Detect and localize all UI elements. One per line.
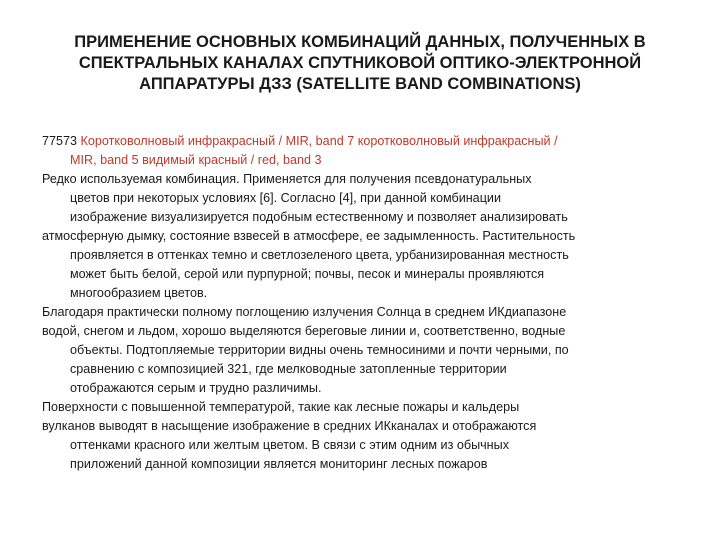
- text-line: отображаются серым и трудно различимы.: [70, 381, 322, 395]
- paragraph-2: [42, 227, 687, 303]
- text-line: Поверхности с повышенной температурой, такие как лесные пожары и кальдеры: [42, 400, 520, 414]
- text-line: цветов при некоторых условиях [6]. Согласно [4], при данной комбинации: [70, 191, 501, 205]
- title-line-1: ПРИМЕНЕНИЕ ОСНОВНЫХ КОМБИНАЦИЙ ДАННЫХ, ПОЛУЧЕННЫХ В: [74, 33, 646, 51]
- paragraph-4: [42, 322, 687, 398]
- slide-body: [42, 132, 687, 474]
- text-line: оттенками красного или желтым цветом. В связи с этим одним из обычных: [70, 438, 509, 452]
- text-line: может быть белой, серой или пурпурной; почвы, песок и минералы проявляются: [70, 267, 545, 281]
- text-line: атмосферную дымку, состояние взвесей в атмосфере, ее задымленность. Растительность: [42, 229, 576, 243]
- text-line: Редко используемая комбинация. Применяется для получения псевдонатуральных: [42, 172, 532, 186]
- paragraph-1: [42, 170, 687, 227]
- title-line-3: АППАРАТУРЫ ДЗЗ (SATELLITE BAND COMBINATIONS): [139, 75, 581, 93]
- text-line: приложений данной композиции является мониторинг лесных пожаров: [70, 457, 488, 471]
- text-line: проявляется в оттенках темно и светлозеленого цвета, урбанизированная местность: [70, 248, 569, 262]
- combination-heading: [42, 132, 687, 170]
- slide-title: [40, 32, 680, 95]
- text-line: водой, снегом и льдом, хорошо выделяются береговые линии и, соответственно, водные: [42, 324, 566, 338]
- paragraph-6: [42, 417, 687, 474]
- combination-line-1: [42, 132, 687, 151]
- text-line: сравнению с композицией 321, где мелководные затопленные территории: [70, 362, 507, 376]
- text-line: вулканов выводят в насыщение изображение в средних ИКканалах и отображаются: [42, 419, 537, 433]
- text-line: Благодаря практически полному поглощению излучения Солнца в среднем ИКдиапазоне: [42, 305, 567, 319]
- text-line: объекты. Подтопляемые территории видны очень темносиними и почти черными, по: [70, 343, 569, 357]
- text-line: изображение визуализируется подобным естественному и позволяет анализировать: [70, 210, 568, 224]
- text-line: многообразием цветов.: [70, 286, 208, 300]
- title-line-2: СПЕКТРАЛЬНЫХ КАНАЛАХ СПУТНИКОВОЙ ОПТИКО-ЭЛЕКТРОННОЙ: [78, 54, 642, 72]
- combination-bands-line-2: MIR, band 5 видимый красный / red, band 3: [70, 153, 322, 167]
- combination-code: 77573: [42, 134, 78, 148]
- combination-bands-line-1: Коротковолновый инфракрасный / MIR, band 7 коротковолновый инфракрасный /: [80, 134, 558, 148]
- paragraph-5: [42, 398, 687, 417]
- paragraph-3: [42, 303, 687, 322]
